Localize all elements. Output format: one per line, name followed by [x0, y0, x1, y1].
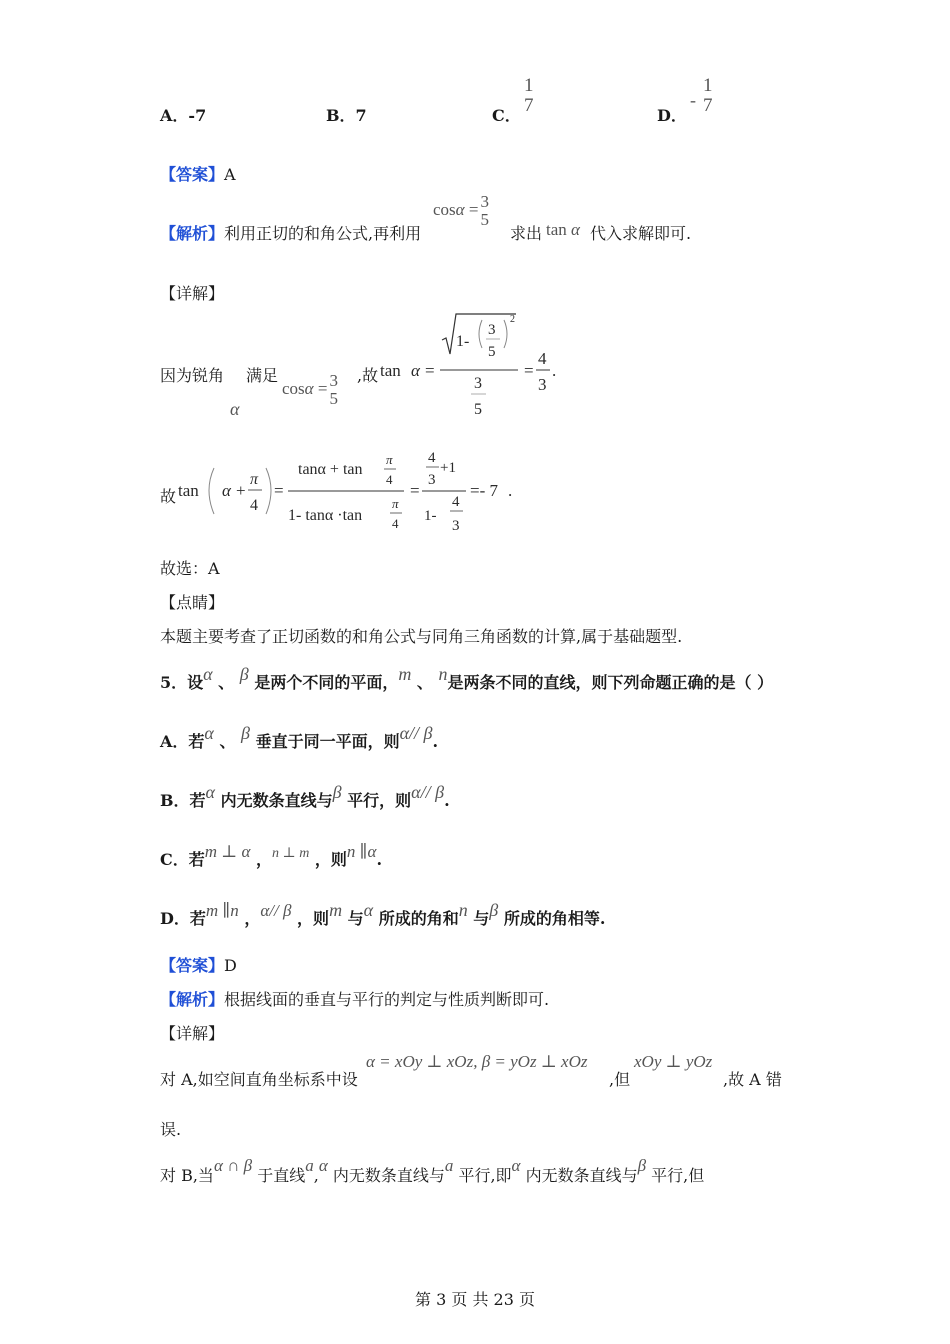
option-a [160, 103, 206, 126]
parallel-formula: α// β [411, 782, 445, 802]
tan-alpha-formula [378, 306, 568, 422]
a-line-end: ,故 A 错 [723, 1070, 782, 1089]
left-paren [209, 468, 214, 514]
a-symbol: a [305, 1156, 314, 1175]
plus-sign: + [236, 481, 246, 500]
option-d-letter: D． [657, 106, 687, 125]
n-symbol: n [438, 664, 448, 684]
sqrt-inner-num: 3 [488, 322, 496, 338]
because-text: 因为锐角 [160, 366, 225, 385]
alpha-symbol: α [203, 664, 213, 684]
tan-word: tan [178, 481, 199, 500]
alpha-parallel-beta: α// β [260, 901, 292, 920]
q5-analysis [160, 987, 549, 1010]
analysis-text-3: 代入求解即可. [590, 224, 692, 243]
left-paren [479, 320, 482, 348]
right-paren [504, 320, 507, 348]
analysis-text: 利用正切的和角公式,再利用 [224, 224, 422, 243]
sqrt-inner-den: 5 [488, 344, 496, 360]
m-perp-alpha: m ⊥ α [204, 842, 251, 861]
comment-tag: 【点睛】 [160, 593, 225, 612]
q5-option-a: A．若α 、 β 垂直于同一平面，则α// β. [160, 723, 439, 751]
m-parallel-n: m ∥n [205, 901, 239, 920]
four: 4 [392, 516, 399, 531]
sqrt-exponent: 2 [510, 314, 515, 325]
fraction-top: tanα + tan [298, 461, 363, 478]
pi-symbol: π [250, 471, 259, 488]
q4-analysis [160, 221, 421, 244]
option-b [326, 103, 367, 126]
den-three: 3 [452, 518, 460, 534]
q5-option-d: D．若m ∥n ，α// β ，则m 与α 所成的角和n 与β 所成的角相等. [160, 900, 606, 928]
analysis-tag: 【解析】 [160, 224, 225, 243]
analysis-text: 根据线面的垂直与平行的判定与性质判断即可. [224, 990, 550, 1009]
den-three: 3 [428, 472, 436, 488]
four: 4 [386, 472, 393, 487]
n-perp-m: n ⊥ m [272, 846, 310, 861]
option-letter: A． [160, 106, 189, 125]
fraction-bottom: 1- tanα ·tan [288, 507, 363, 524]
alpha-cap-beta: α ∩ β [213, 1156, 253, 1175]
because-alpha: α [230, 399, 240, 419]
a-line-cont: 误. [160, 1120, 182, 1139]
beta-symbol: β [239, 664, 249, 684]
one-minus: 1- [424, 508, 437, 524]
page-footer: 第 3 页 共 23 页 [415, 1290, 535, 1309]
a-line-prefix: 对 A,如空间直角坐标系中设 [160, 1070, 358, 1089]
equals-sign: = [524, 361, 534, 380]
answer-tag: 【答案】 [160, 165, 225, 184]
q5-stem: 5．设α 、 β 是两个不同的平面，m 、 n是两条不同的直线，则下列命题正确的是（ ） [160, 664, 774, 692]
plus-one: +1 [440, 460, 456, 476]
option-c-letter: C． [492, 106, 521, 125]
sqrt-one: 1- [456, 333, 470, 350]
answer-tag: 【答案】 [160, 956, 225, 975]
equals-sign: = [410, 481, 420, 500]
m-symbol: m [398, 664, 412, 684]
num-four: 4 [428, 450, 436, 466]
q5-answer [160, 953, 237, 976]
analysis-cos-formula: cosα = 3 5 [433, 192, 489, 229]
option-d-fraction: 1 7 [703, 75, 713, 116]
result-den: 3 [538, 375, 547, 394]
result-num: 4 [538, 349, 547, 368]
tan-word: tan [380, 361, 401, 380]
a-line-formula: α = xOy ⊥ xOz, β = yOz ⊥ xOz [366, 1052, 588, 1071]
q5-detail-tag: 【详解】 [160, 1024, 225, 1043]
four: 4 [250, 497, 258, 514]
n-parallel-alpha: n ∥α [346, 842, 377, 861]
satisfy-text: 满足 [246, 366, 279, 385]
a-line-formula2: xOy ⊥ yOz [634, 1052, 713, 1071]
b-line: 对 B,当α ∩ β 于直线a,α 内无数条直线与a 平行,即α 内无数条直线与β 平行,但 [160, 1156, 705, 1185]
den-den: 5 [474, 401, 482, 418]
q5-option-b: B．若α 内无数条直线与β 平行，则α// β. [160, 782, 450, 810]
alpha-symbol: α [222, 481, 231, 500]
answer-value: A [224, 165, 236, 184]
alpha-symbol: α [411, 361, 420, 380]
answer-value: D [224, 956, 237, 975]
option-value: 7 [355, 106, 367, 125]
line2-prefix: 故 [160, 487, 177, 506]
comment-text: 本题主要考查了正切函数的和角公式与同角三角函数的计算,属于基础题型. [160, 627, 683, 646]
q5-option-c: C．若m ⊥ α ，n ⊥ m ，则n ∥α. [160, 842, 383, 869]
parallel-formula: α// β [399, 723, 433, 743]
right-paren [266, 468, 271, 514]
num-four: 4 [452, 494, 460, 510]
a-line-but: ,但 [609, 1070, 631, 1089]
tan-sum-formula [178, 440, 528, 540]
choose-text: 故选：A [160, 559, 220, 578]
so-text: ,故 [357, 366, 379, 385]
option-d-sign: - [690, 90, 696, 110]
result: =- 7 [470, 481, 498, 500]
analysis-text-2: 求出 [510, 224, 543, 243]
satisfy-cos-formula: cosα = 3 5 [282, 371, 338, 408]
equals-sign: = [425, 361, 435, 380]
q4-answer [160, 162, 236, 185]
pi-symbol: π [386, 452, 393, 467]
analysis-tan-alpha: tan α [546, 220, 580, 239]
q4-detail-tag: 【详解】 [160, 284, 225, 303]
option-c-fraction: 1 7 [524, 75, 534, 116]
option-value: -7 [188, 106, 207, 125]
option-letter: B． [326, 106, 356, 125]
pi-symbol: π [392, 496, 399, 511]
period: . [508, 481, 513, 500]
den-num: 3 [474, 375, 482, 392]
equals-sign: = [274, 481, 284, 500]
analysis-tag: 【解析】 [160, 990, 225, 1009]
period: . [552, 361, 557, 380]
